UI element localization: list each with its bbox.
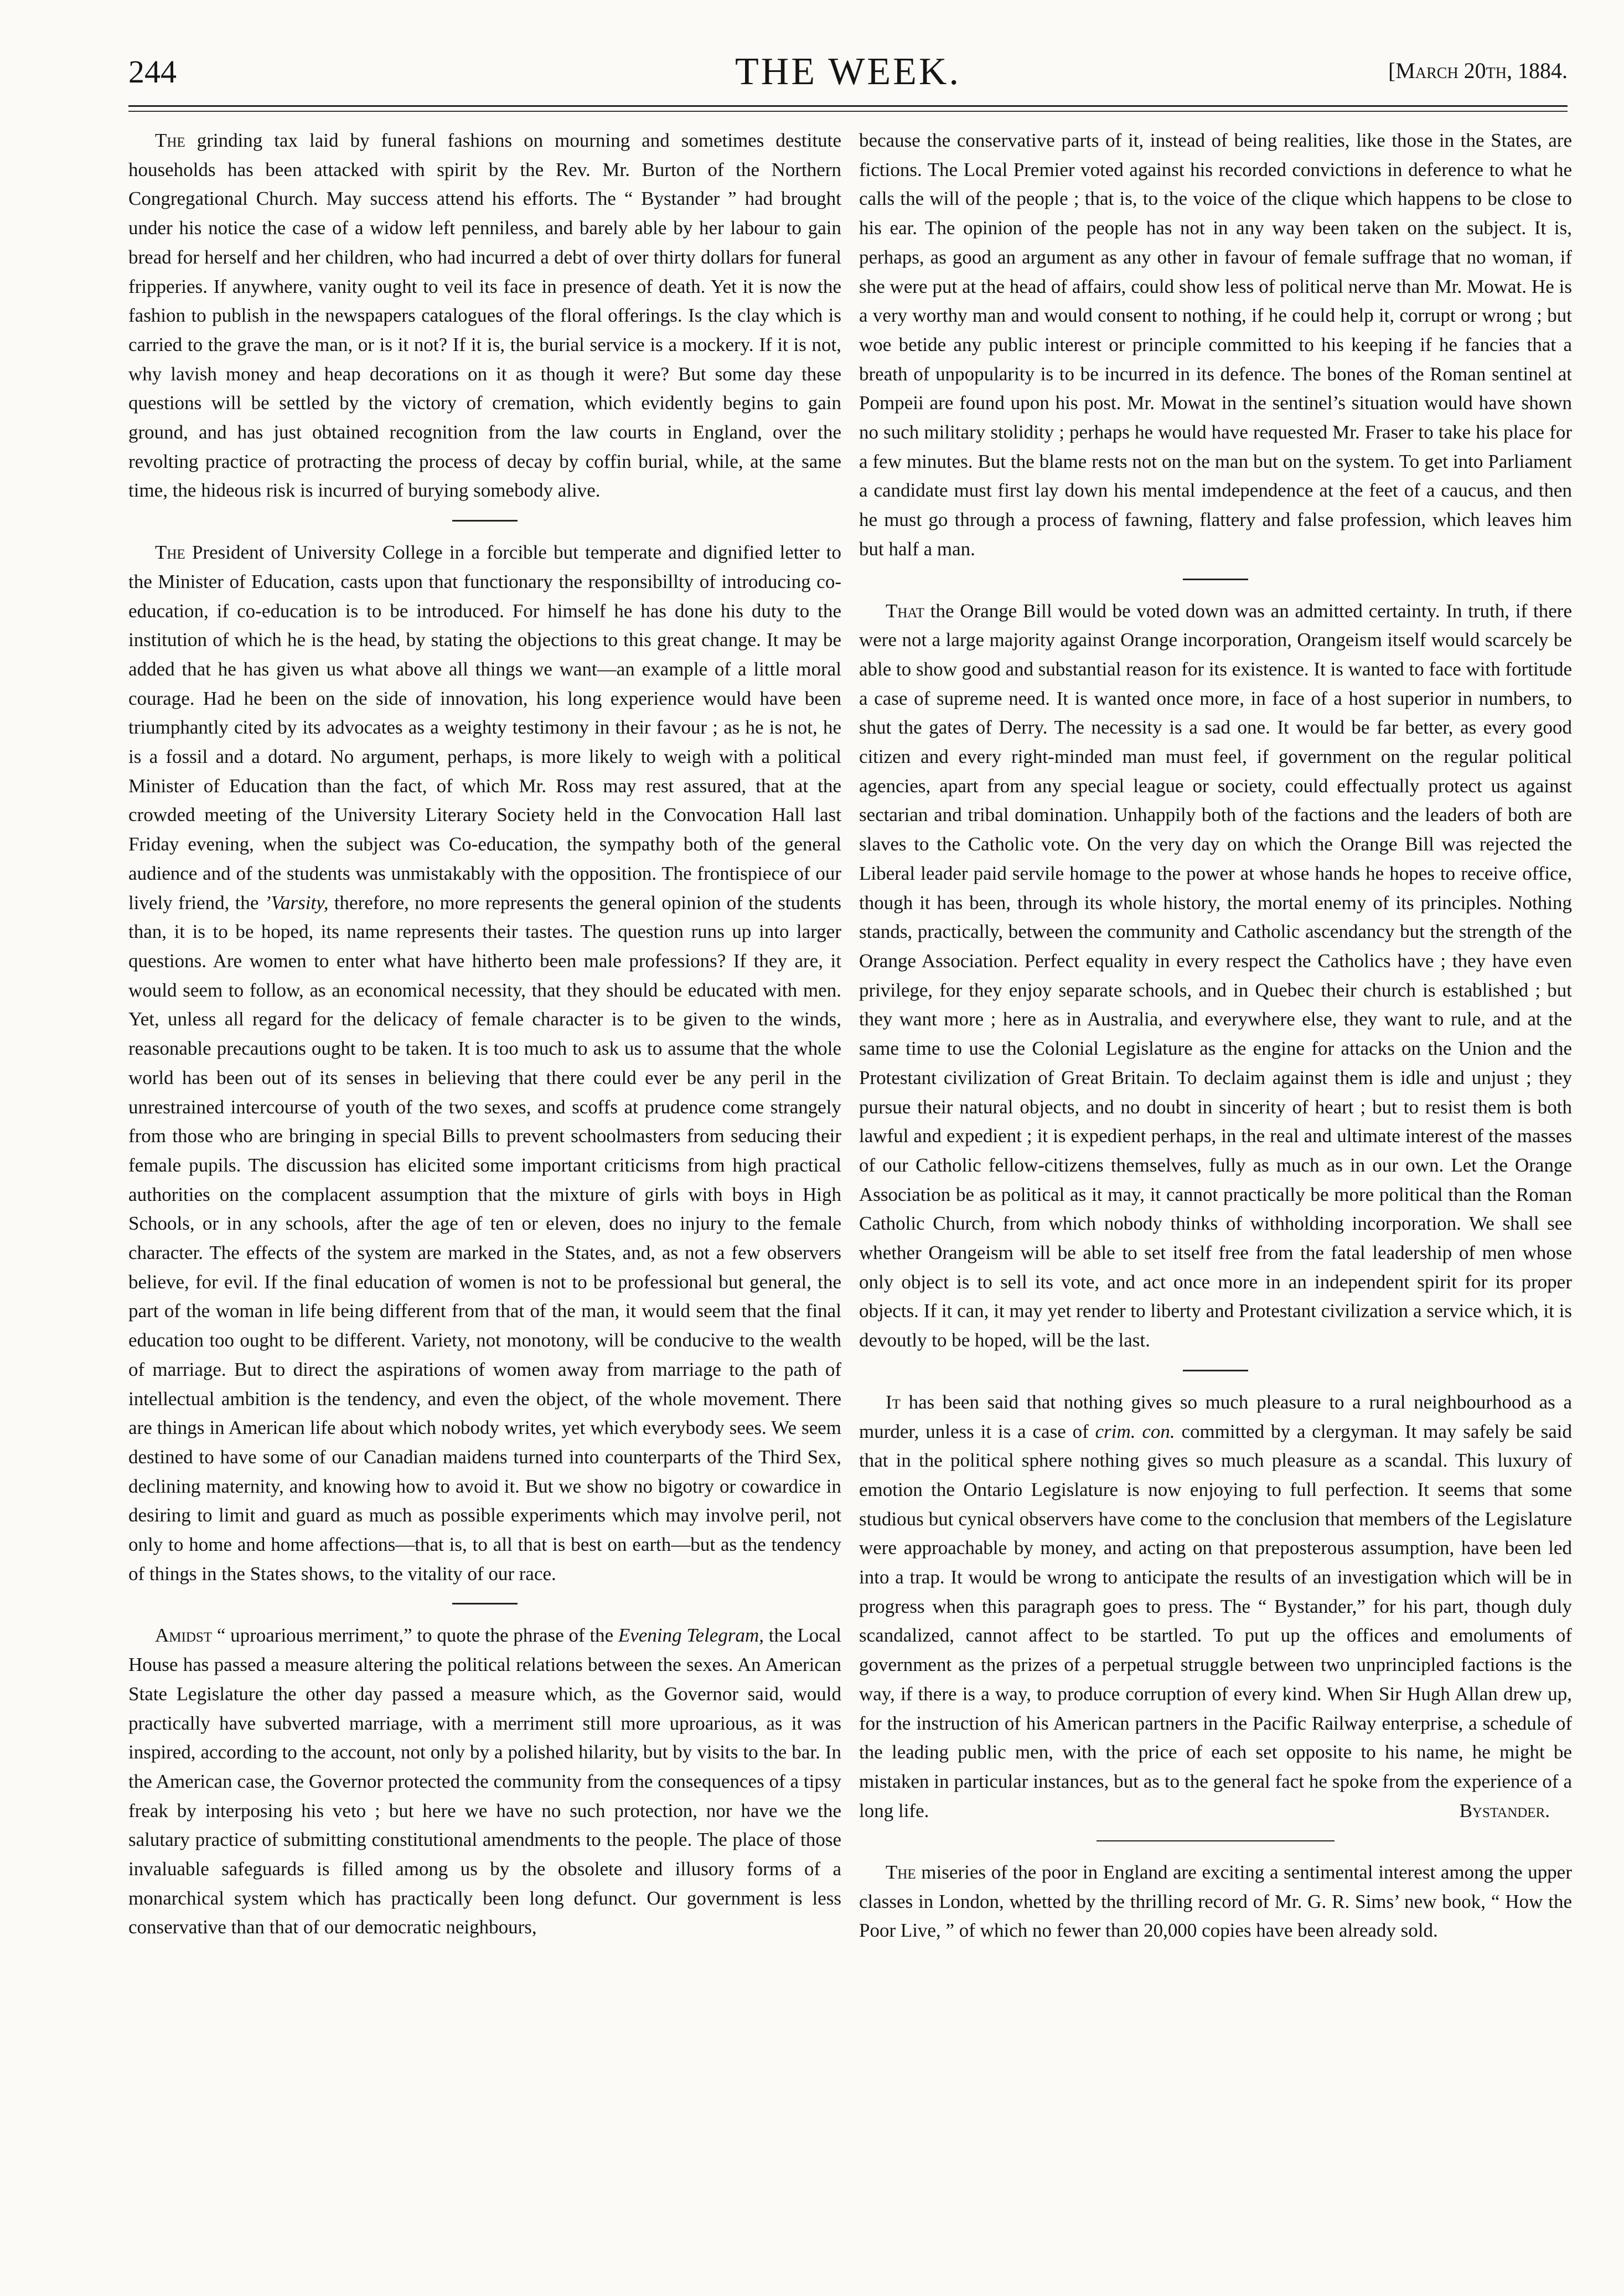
article-poor-in-england xyxy=(859,1858,1572,1946)
latin-phrase: crim. con. xyxy=(1095,1420,1175,1442)
article-text: therefore, no more represents the general opinion of the students than, it is to be hoped, its name represents their tastes. The question runs up into larger questions. Are women to enter what have hitherto been male professions? If they are, it would seem to follow, as an economical necessity, that they should be educated with men. Yet, unless all regard for the delicacy of female character is to be given to the winds, reasonable precautions ought to be taken. It is too much to ask us to assume that the whole world has been out of its senses in believing that there could ever be any peril in the unrestrained intercourse of youth of the two sexes, and scoffs at prudence come strangely from those who are bringing in special Bills to prevent schoolmasters from seducing their female pupils. The discussion has elicited some important criticisms from high practical authorities on the complacent assumption that the mixture of girls with boys in High Schools, or in any schools, after the age of ten or eleven, does no injury to the female character. The effects of the system are marked in the States, and, as not a few observers believe, for evil. If the final education of women is not to be professional but general, the part of the woman in life being different from that of the man, it would seem that the final education too ought to be different. Variety, not monotony, will be conducive to the wealth of marriage. But to direct the aspirations of women away from marriage to the path of intellectual ambition is the tendency, and even the object, of the whole movement. There are things in American life about which nobody writes, yet which everybody sees. We seem destined to have some of our Canadian maidens turned into counterparts of the Third Sex, declining maternity, and knowing how to avoid it. But we show no bigotry or cowardice in desiring to limit and guard as much as possible experiments which may involve peril, not only to home and home affections—that is, to all that is best on earth—but as the tendency of things in the States shows, to the vitality of our race. xyxy=(128,891,841,1585)
article-text: the Orange Bill would be voted down was an admitted certainty. In truth, if there were not a large majority against Orange incorporation, Orangeism itself would scarcely be able to show good and substantial reason for its existence. It is wanted to face with fortitude a case of supreme need. It is wanted once more, in face of a host superior in numbers, to shut the gates of Derry. The necessity is a sad one. It would be far better, as every good citizen and every right-minded man must feel, if government on the regular political agencies, apart from any special league or society, could effectually protect us against sectarian and tribal domination. Unhappily both of the factions and the leaders of both are slaves to the Catholic vote. On the very day on which the Orange Bill was rejected the Liberal leader paid servile homage to the power at whose hands he hopes to receive office, though it has been, through its whole history, the mortal enemy of its principles. Nothing stands, practically, between the community and Catholic ascendancy but the strength of the Orange Association. Perfect equality in every respect the Catholics have ; they have even privilege, for they enjoy separate schools, and in Quebec their church is established ; but they want more ; here as in Australia, and everywhere else, they want to rule, and at the same time to use the Colonial Legislature as the engine for attacks on the Union and the Protestant civilization of Great Britain. To declaim against them is idle and unjust ; they pursue their natural objects, and no doubt in sincerity of heart ; but to resist them is both lawful and expedient ; it is expedient perhaps, in the real and ultimate interest of the masses of our Catholic fellow-citizens themselves, fully as much as in our own. Let the Orange Association be as political as it may, it cannot practically be more political than the Roman Catholic Church, from which nobody thinks of withholding incorporation. We shall see whether Orangeism will be able to set itself free from the fatal leadership of men whose only object is to sell its vote, and act once more in an independent spirit for its proper objects. If it can, it may yet render to liberty and Protestant civilization a service which, it is devoutly to be hoped, will be the last. xyxy=(859,600,1572,1351)
section-divider xyxy=(452,520,518,522)
lead-word: It xyxy=(886,1391,901,1413)
lead-word: Amidst xyxy=(155,1624,213,1647)
issue-date: [March 20th, 1884. xyxy=(1388,58,1568,83)
publication-title: Evening Telegram, xyxy=(618,1624,764,1647)
article-funeral-fashions xyxy=(128,126,841,505)
section-divider xyxy=(1183,1370,1248,1371)
article-local-house-continued xyxy=(859,126,1572,564)
article-text: President of University College in a forcible but temperate and dignified letter to the Minister of Education, casts upon that functionary the responsibillty of introducing co-education, if co-education is to be introduced. For himself he has done his duty to the institution of which he is the head, by stating the objections to this great change. It may be added that he has given us what above all things we want—an example of a little moral courage. Had he been on the side of innovation, his long experience would have been triumphantly cited by its advocates as a weighty testimony in their favour ; as he is not, he is a fossil and a dotard. No argument, perhaps, is more likely to weigh with a political Minister of Education than the fact, of which Mr. Ross may rest assured, that at the crowded meeting of the University Literary Society held in the Convocation Hall last Friday evening, when the subject was Co-education, the sympathy both of the general audience and of the students was unmistakably with the opposition. The frontispiece of our lively friend, the xyxy=(128,541,841,914)
article-local-house xyxy=(128,1621,841,1942)
article-text: grinding tax laid by funeral fashions on mourning and sometimes destitute households has been attacked with spirit by the Rev. Mr. Burton of the Northern Congregational Church. May success attend his efforts. The “ Bystander ” had brought under his notice the case of a widow left penniless, and barely able by her labour to gain bread for herself and her children, who had incurred a debt of over thirty dollars for funeral fripperies. If anywhere, vanity ought to veil its face in presence of death. Yet it is now the fashion to publish in the newspapers catalogues of the floral offerings. Is the clay which is carried to the grave the man, or is it not? If it is, the burial service is a mockery. If it is not, why lavish money and heap decorations on it as though it were? But some day these questions will be settled by the victory of cremation, which evidently begins to gain ground, and has just obtained recognition from the law courts in England, over the revolting practice of protracting the process of decay by coffin burial, while, at the same time, the hideous risk is incurred of burying somebody alive. xyxy=(128,130,841,502)
lead-word: The xyxy=(155,130,185,151)
section-divider xyxy=(1097,1840,1335,1841)
article-co-education xyxy=(128,538,841,1588)
article-text: miseries of the poor in England are exciting a sentimental interest among the upper classes in London, whetted by the thrilling record of Mr. G. R. Sims’ new book, “ How the Poor Live, ” of which no fewer than 20,000 copies have been already sold. xyxy=(859,1861,1572,1942)
article-text: has been said that nothing gives so much pleasure to a rural neighbourhood as a murder, unless it is a case of xyxy=(859,1391,1572,1442)
lead-word: That xyxy=(886,600,924,622)
publication-title: ’Varsity, xyxy=(264,891,329,914)
article-scandal xyxy=(859,1388,1572,1826)
page-number: 244 xyxy=(128,54,177,90)
page-header xyxy=(128,50,1568,103)
article-text: committed by a clergyman. It may safely be said that in the political sphere nothing gives so much pleasure as a scandal. This luxury of emotion the Ontario Legislature is now enjoying to full perfection. It seems that some studious but cynical observers have come to the conclusion that members of the Legislature were approachable by money, and acting on that preposterous assumption, have been led into a trap. It would be wrong to anticipate the results of an investigation which will be in progress when this paragraph goes to press. The “ Bystander,” for his part, though duly scandalized, cannot affect to be startled. To put up the offices and emoluments of government as the prizes of a perpetual struggle between two unprincipled factions is the way, if there is a way, to produce corruption of every kind. When Sir Hugh Allan drew up, for the instruction of his American partners in the Pacific Railway enterprise, a schedule of the leading public men, with the price of each set opposite to his name, he might be mistaken in particular instances, but as to the general fact he spoke from the experience of a long life. xyxy=(859,1420,1572,1822)
masthead-title: THE WEEK. xyxy=(735,50,961,93)
article-text: because the conservative parts of it, instead of being realities, like those in the States, are fictions. The Local Premier voted against his recorded convictions in deference to what he calls the will of the people ; that is, to the voice of the clique which happens to be close to his ear. The opinion of the people has not in any way been taken on the subject. It is, perhaps, as good an argument as any other in favour of female suffrage that no woman, if she were put at the head of affairs, could show less of political nerve than Mr. Mowat. He is a very worthy man and would consent to nothing, if he could help it, corrupt or wrong ; but woe betide any public interest or principle committed to his keeping if he fancies that a breath of unpopularity is to be incurred in its defence. The bones of the Roman sentinel at Pompeii are found upon his post. Mr. Mowat in the sentinel’s situation would have shown no such military stolidity ; perhaps he would have requested Mr. Fraser to take his place for a few minutes. But the blame rests not on the man but on the system. To get into Parliament a candidate must first lay down his mental imdependence at the feet of a caucus, and then he must go through a process of fawning, flattery and false profession, which leaves him but half a man. xyxy=(859,130,1572,560)
section-divider xyxy=(1183,579,1248,580)
left-column xyxy=(128,126,841,1942)
lead-word: The xyxy=(155,541,185,564)
header-rule-bottom xyxy=(128,111,1568,112)
section-divider xyxy=(452,1603,518,1604)
article-text: the Local House has passed a measure altering the political relations between the sexes. An American State Legislature the other day passed a measure which, as the Governor said, would practically have subverted marriage, with a merriment still more uproarious, as it was inspired, according to the account, not only by a polished hilarity, but by visits to the bar. In the American case, the Governor protected the community from the consequences of a tipsy freak by interposing his veto ; but here we have no such protection, nor have we the salutary practice of submitting constitutional amendments to the people. The place of those invaluable safeguards is filled among us by the obsolete and illusory forms of a monarchical system which has practically been long defunct. Our government is less conservative than that of our democratic neighbours, xyxy=(128,1624,841,1938)
lead-word: The xyxy=(886,1861,916,1884)
article-text: “ uproarious merriment,” to quote the phrase of the xyxy=(212,1624,618,1647)
article-orange-bill xyxy=(859,597,1572,1355)
right-column xyxy=(859,126,1572,1946)
header-rule-top xyxy=(128,105,1568,107)
author-signature: Bystander. xyxy=(1459,1800,1550,1822)
